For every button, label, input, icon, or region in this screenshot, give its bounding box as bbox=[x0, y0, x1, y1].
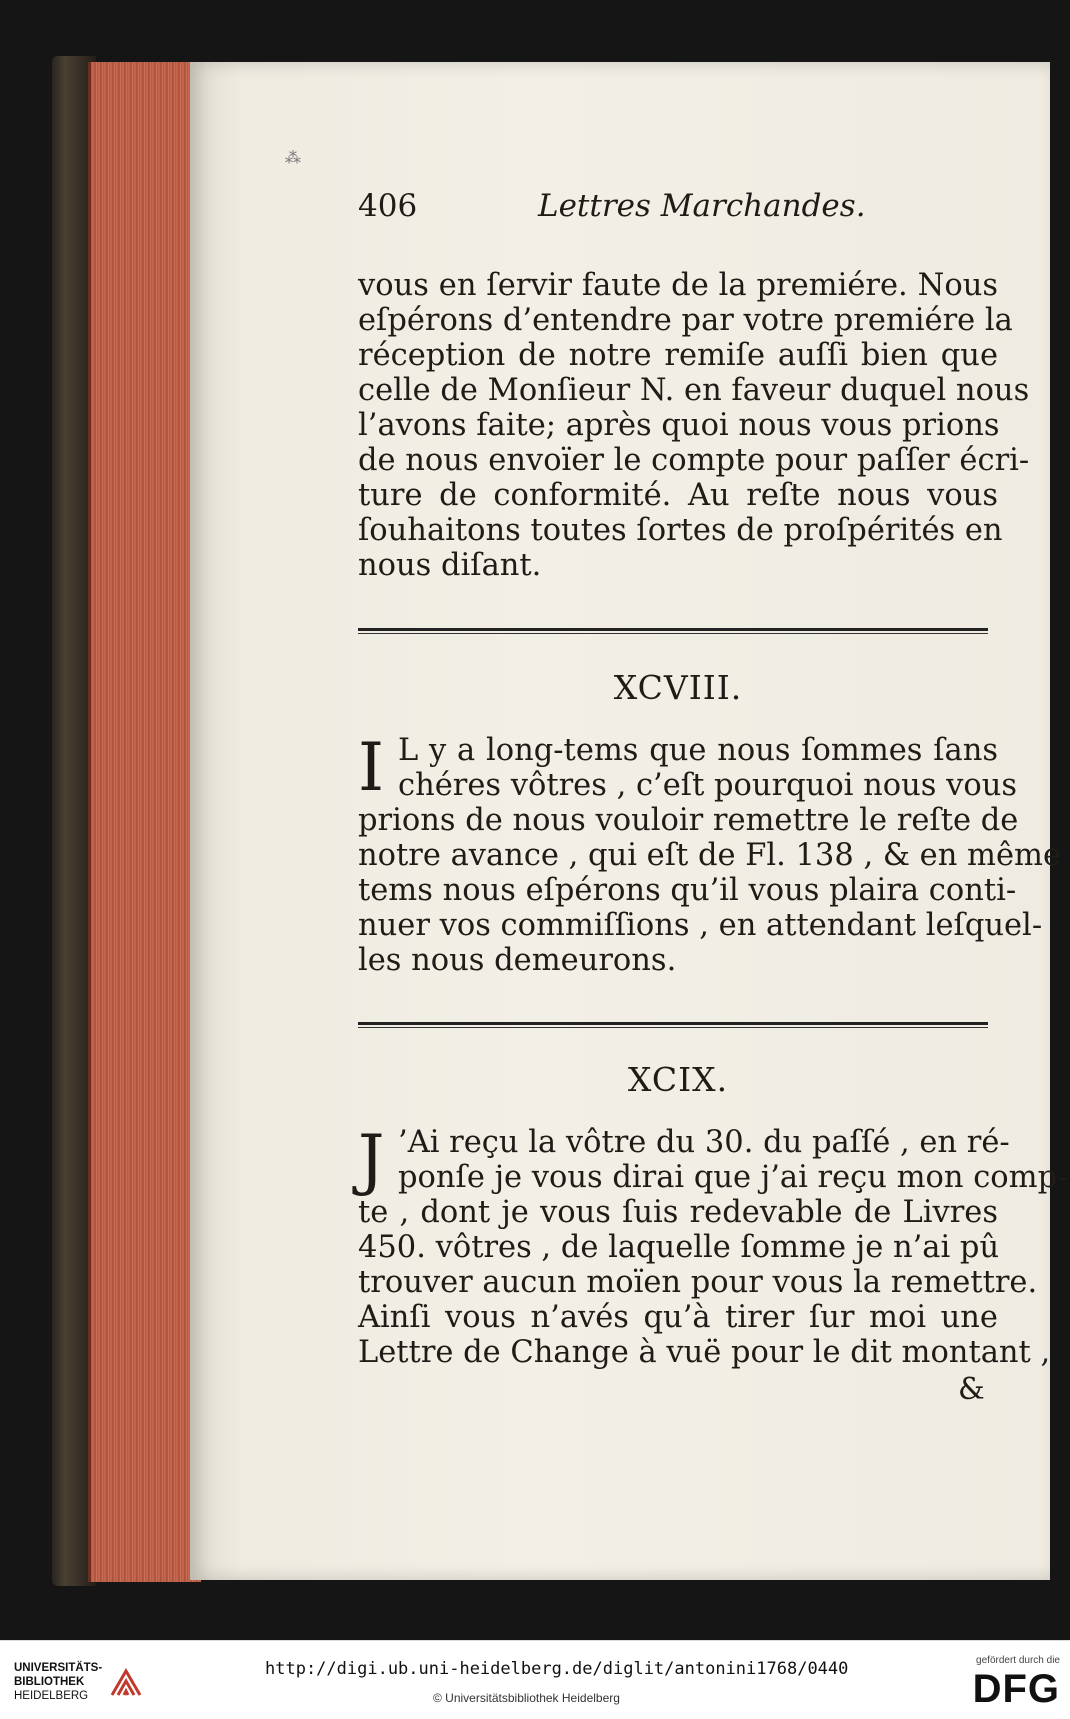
text-line: tems nous eſpérons qu’il vous plaira conti- bbox=[358, 873, 1017, 908]
library-name-line: HEIDELBERG bbox=[14, 1690, 89, 1702]
text-line: te , dont je vous ſuis redevable de Livres bbox=[358, 1195, 998, 1230]
page-mark-icon: ⁂ bbox=[285, 148, 301, 167]
letter-heading-98: XCVIII. bbox=[613, 668, 743, 707]
letter-99-body bbox=[358, 1121, 1068, 1370]
running-title: Lettres Marchandes. bbox=[538, 188, 866, 224]
text-line: nous diſant. bbox=[358, 548, 542, 583]
text-line: de nous envoïer le compte pour paſſer écri- bbox=[358, 443, 1030, 478]
text-line: ture de conformité. Au reſte nous vous bbox=[358, 478, 998, 513]
letter-98-body bbox=[358, 729, 1062, 978]
text-line: trouver aucun moïen pour vous la remettre. bbox=[358, 1265, 1038, 1300]
text-line: L y a long-tems que nous ſommes ſans bbox=[398, 733, 998, 768]
intro-paragraph bbox=[358, 268, 1030, 583]
letter-heading-99: XCIX. bbox=[627, 1060, 729, 1099]
text-line: Ainſi vous n’avés qu’à tirer ſur moi une bbox=[358, 1300, 998, 1335]
copyright-notice: © Universitätsbibliothek Heidelberg bbox=[433, 1691, 620, 1705]
text-line: celle de Monſieur N. en faveur duquel nous bbox=[358, 373, 1030, 408]
text-line: ſouhaitons toutes ſortes de proſpérités en bbox=[358, 513, 1003, 548]
text-line: eſpérons d’entendre par votre premiére la bbox=[358, 303, 1013, 338]
drop-cap: J bbox=[358, 1121, 385, 1198]
text-line: l’avons faite; après quoi nous vous prions bbox=[358, 408, 1000, 443]
funder-block[interactable] bbox=[950, 1655, 1060, 1710]
funding-text: gefördert durch die bbox=[976, 1655, 1060, 1666]
page-number: 406 bbox=[358, 188, 418, 224]
drop-cap: I bbox=[358, 729, 385, 806]
catchword: & bbox=[958, 1372, 985, 1407]
text-line: 450. vôtres , de laquelle ſomme je n’ai pû bbox=[358, 1230, 1000, 1265]
section-divider bbox=[358, 1022, 988, 1025]
library-mark-icon bbox=[106, 1665, 146, 1705]
text-line: les nous demeurons. bbox=[358, 943, 677, 978]
text-line: ’Ai reçu la vôtre du 30. du paſſé , en ré- bbox=[398, 1125, 1010, 1160]
text-line: nuer vos commiſſions , en attendant leſquel- bbox=[358, 908, 1043, 943]
text-line: réception de notre remiſe auſſi bien que bbox=[358, 338, 998, 373]
dfg-logo: DFG bbox=[972, 1667, 1060, 1711]
viewer-footer bbox=[0, 1640, 1070, 1719]
text-line: prions de nous vouloir remettre le reſte de bbox=[358, 803, 1019, 838]
text-line: ponſe je vous dirai que j’ai reçu mon comp- bbox=[398, 1160, 1068, 1195]
text-line: Lettre de Change à vuë pour le dit montant , bbox=[358, 1335, 1051, 1370]
running-head bbox=[358, 188, 998, 228]
library-name-line: UNIVERSITÄTS- bbox=[14, 1662, 103, 1674]
library-name-line: BIBLIOTHEK bbox=[14, 1676, 85, 1688]
text-line: vous en ſervir faute de la premiére. Nous bbox=[358, 268, 998, 303]
section-divider bbox=[358, 628, 988, 631]
permalink-url[interactable]: http://digi.ub.uni-heidelberg.de/diglit/antonini1768/0440 bbox=[265, 1659, 849, 1679]
text-line: chéres vôtres , c’eſt pourquoi nous vous bbox=[398, 768, 1018, 803]
text-line: notre avance , qui eſt de Fl. 138 , & en même bbox=[358, 838, 1062, 873]
page-edges bbox=[88, 62, 201, 1582]
